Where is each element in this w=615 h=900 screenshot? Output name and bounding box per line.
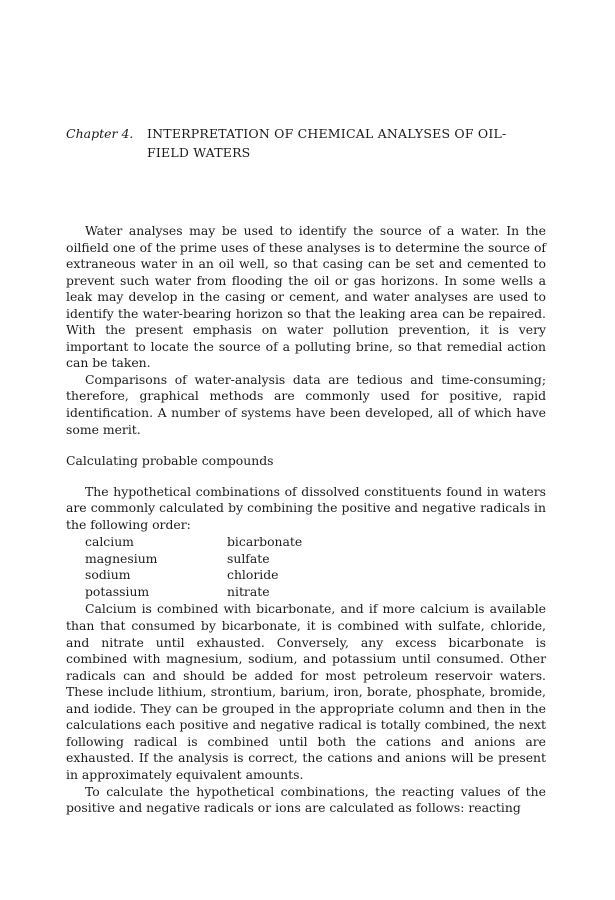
negative-radical: bicarbonate — [227, 534, 303, 550]
negative-radical: chloride — [227, 567, 279, 583]
positive-radical: calcium — [85, 534, 134, 550]
positive-radical: magnesium — [85, 550, 158, 566]
positive-radical: sodium — [85, 567, 131, 583]
chapter-label: Chapter 4. — [66, 126, 134, 141]
radical-order-table — [85, 534, 546, 600]
section-heading: Calculating probable compounds — [66, 453, 274, 469]
positive-radical: potassium — [85, 583, 150, 599]
body-text — [66, 223, 546, 817]
calculation-paragraph: To calculate the hypothetical combinations, the reacting values of the positive and negative radicals or ions are calculated as follows: reacting — [66, 783, 546, 816]
negative-radical: sulfate — [227, 550, 270, 566]
lead-paragraph: The hypothetical combinations of dissolved constituents found in waters are commonly calculated by combining the positive and negative radicals in the following order: — [66, 483, 546, 532]
intro-paragraph-1: Water analyses may be used to identify the source of a water. In the oilfield one of the prime uses of these analyses is to determine the source of extraneous water in an oil well, so that casing can be set and cemented to prevent such water from flooding the oil or gas horizons. In some wells a leak may develop in the casing or cement, and water analyses are used to identify the water-bearing horizon so that the leaking area can be repaired. With the present emphasis on water pollution prevention, it is very important to locate the source of a polluting brine, so that remedial action can be taken. — [66, 223, 546, 371]
chapter-title: INTERPRETATION OF CHEMICAL ANALYSES OF OIL-FIELD WATERS — [147, 126, 507, 160]
combination-paragraph: Calcium is combined with bicarbonate, and if more calcium is available than that consumed by bicarbonate, it is combined with sulfate, chloride, and nitrate until exhausted. Conversely, any excess bicarbonate is combined with magnesium, sodium, and potassium until consumed. Other radicals can and should be added for most petroleum reservoir waters. These include lithium, strontium, barium, iron, borate, phosphate, bromide, and iodide. They can be grouped in the appropriate column and then in the calculations each positive and negative radical is totally combined, the next following radical is combined until both the cations and anions are exhausted. If the analysis is correct, the cations and anions will be present in approximately equivalent amounts. — [66, 601, 546, 782]
intro-paragraph-2: Comparisons of water-analysis data are tedious and time-consuming; therefore, graphical methods are commonly used for positive, rapid identification. A number of systems have been developed, all of which have some merit. — [66, 371, 546, 437]
negative-radical: nitrate — [227, 583, 270, 599]
